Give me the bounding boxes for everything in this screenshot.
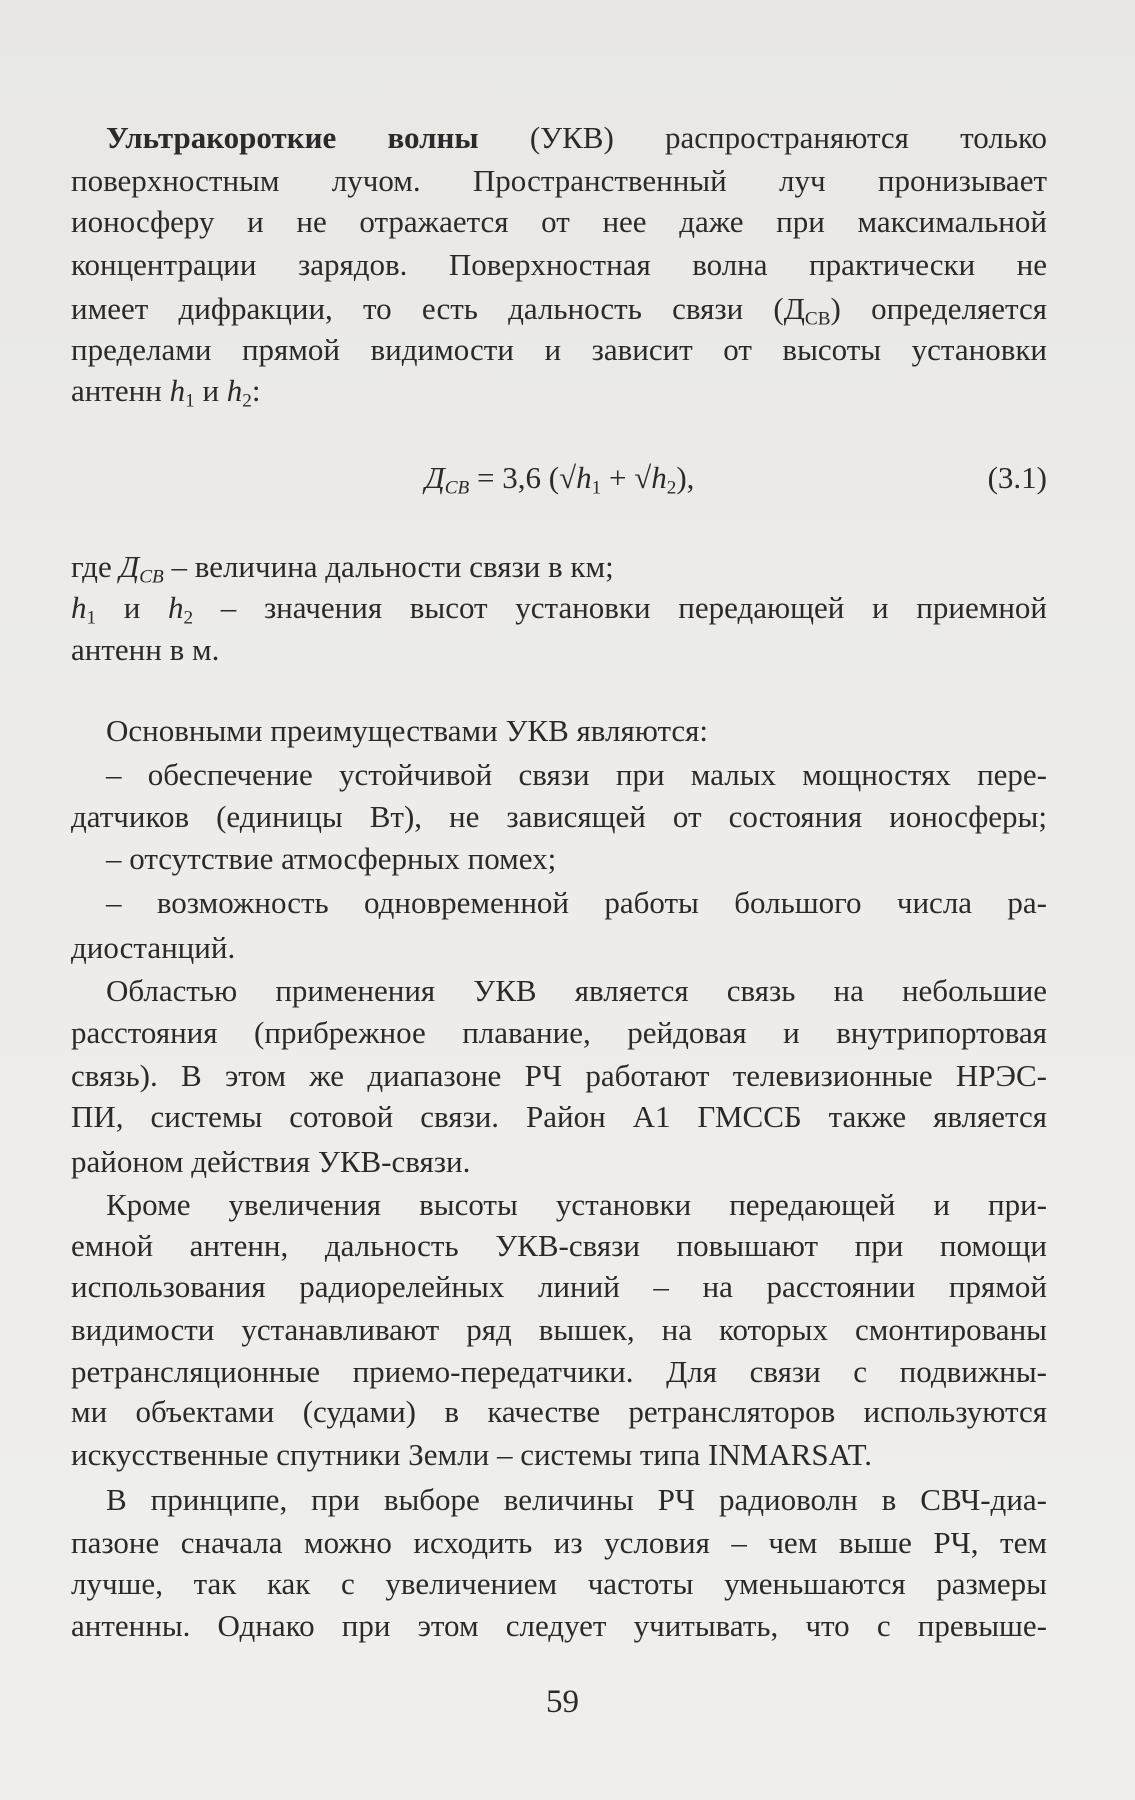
variable: h: [576, 460, 592, 495]
text-line: ретрансляционные приемо-передатчики. Для связи с подвижны-: [71, 1354, 1047, 1389]
variable: h: [168, 590, 184, 625]
text-segment: ) определяется: [830, 291, 1047, 326]
text-segment: = 3,6 (√: [469, 460, 577, 495]
variable: h: [226, 373, 243, 408]
list-item-line: – отсутствие атмосферных помех;: [106, 841, 557, 876]
text-segment: и: [194, 373, 227, 408]
text-segment: – величина дальности связи в км;: [163, 549, 614, 584]
text-line: [71, 546, 1047, 588]
text-segment: (УКВ) распространяются только: [478, 120, 1047, 155]
text-segment: где: [71, 549, 120, 584]
subscript: 2: [666, 477, 677, 499]
page-number: 59: [546, 1684, 579, 1720]
list-item-line: – обеспечение устойчивой связи при малых мощностях пере-: [106, 757, 1047, 792]
variable: h: [71, 590, 87, 625]
subscript: 2: [242, 390, 252, 412]
text-segment: + √: [601, 460, 652, 495]
text-line: связь). В этом же диапазоне РЧ работают телевизионные НРЭС-: [71, 1058, 1047, 1093]
text-line: районом действия УКВ-связи.: [71, 1144, 471, 1179]
text-line: пределами прямой видимости и зависит от высоты установки: [71, 332, 1047, 367]
text-line: концентрации зарядов. Поверхностная волна практически не: [71, 247, 1047, 282]
text-line: ионосферу и не отражается от нее даже при максимальной: [71, 204, 1047, 239]
text-line: Областью применения УКВ является связь на небольшие: [106, 973, 1047, 1008]
text-line: антенны. Однако при этом следует учитывать, что с превыше-: [71, 1608, 1047, 1643]
variable: Д: [425, 460, 445, 495]
variable: h: [651, 460, 667, 495]
text-segment: и: [96, 590, 169, 625]
text-line: В принципе, при выборе величины РЧ радиоволн в СВЧ-диа-: [106, 1482, 1047, 1517]
bold-term: Ультракороткие волны: [106, 120, 479, 155]
subscript: 1: [185, 390, 195, 412]
text-line: видимости устанавливают ряд вышек, на которых смонтированы: [71, 1312, 1047, 1347]
text-line: ми объектами (судами) в качестве ретрансляторов используются: [71, 1394, 1047, 1429]
subscript: СВ: [804, 308, 831, 330]
text-line: использования радиорелейных линий – на расстоянии прямой: [71, 1269, 1047, 1304]
text-segment: антенн: [71, 373, 170, 408]
list-item-line: датчиков (единицы Вт), не зависящей от состояния ионосферы;: [71, 799, 1047, 834]
text-line: [106, 117, 1047, 159]
variable: Д: [119, 549, 140, 584]
text-line: емной антенн, дальность УКВ-связи повышают при помощи: [71, 1228, 1047, 1263]
text-segment: :: [251, 373, 261, 408]
subscript: СВ: [139, 566, 164, 588]
text-line: [71, 370, 1047, 412]
subscript: 2: [183, 607, 194, 629]
text-line: [71, 587, 1047, 629]
text-line: искусственные спутники Земли – системы типа INMARSAT.: [71, 1437, 872, 1472]
text-line: поверхностным лучом. Пространственный луч пронизывает: [71, 163, 1047, 198]
variable: h: [169, 373, 186, 408]
text-line: Основными преимуществами УКВ являются:: [106, 713, 709, 748]
text-line: пазоне сначала можно исходить из условия – чем выше РЧ, тем: [71, 1525, 1047, 1560]
text-line: расстояния (прибрежное плавание, рейдовая и внутрипортовая: [71, 1015, 1047, 1050]
subscript: СВ: [444, 477, 470, 499]
text-line: антенн в м.: [71, 632, 220, 667]
formula: [425, 457, 694, 499]
text-line: [71, 288, 1047, 330]
list-item-line: диостанций.: [71, 930, 236, 965]
text-line: лучше, так как с увеличением частоты уменьшаются размеры: [71, 1566, 1047, 1601]
formula-number: (3.1): [987, 460, 1047, 495]
subscript: 1: [591, 477, 602, 499]
list-item-line: – возможность одновременной работы большого числа ра-: [106, 885, 1047, 920]
text-segment: ),: [676, 460, 695, 495]
text-segment: – значения высот установки передающей и приемной: [193, 590, 1047, 625]
text-line: ПИ, системы сотовой связи. Район А1 ГМССБ также является: [71, 1099, 1047, 1134]
text-segment: имеет дифракции, то есть дальность связи (Д: [71, 291, 805, 326]
subscript: 1: [86, 607, 97, 629]
text-line: Кроме увеличения высоты установки передающей и при-: [106, 1187, 1047, 1222]
